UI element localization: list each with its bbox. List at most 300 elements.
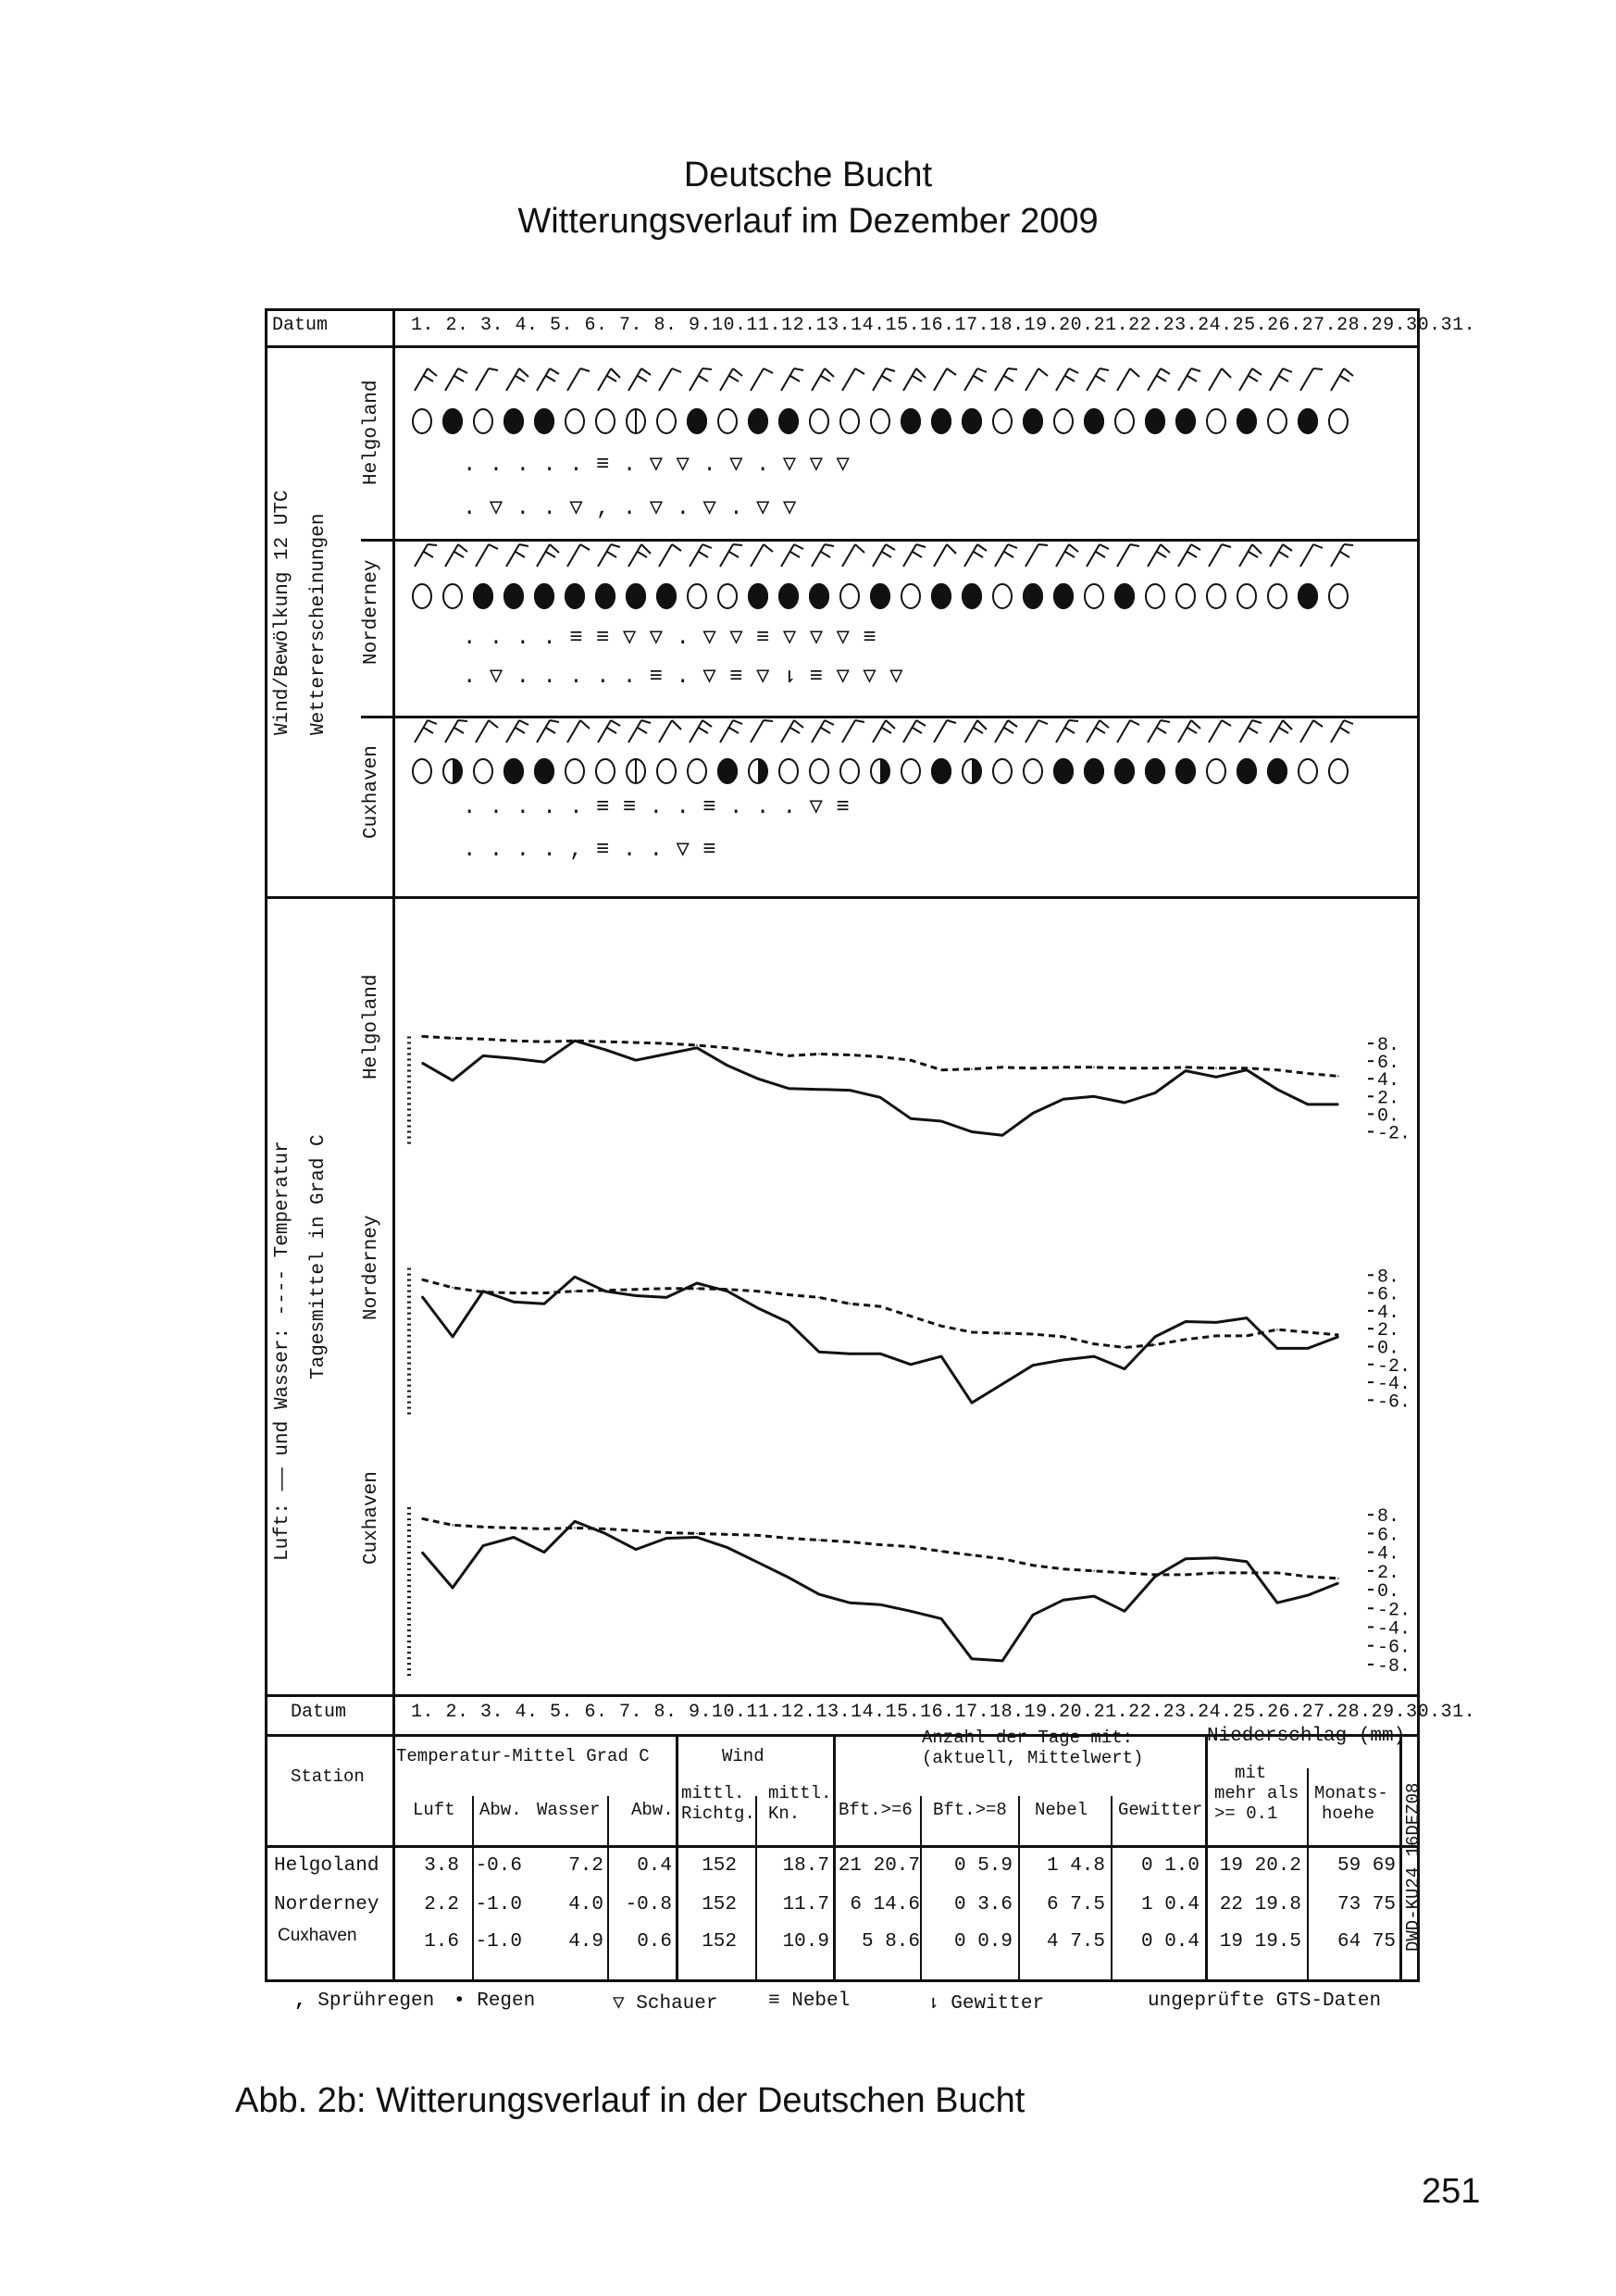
data-point xyxy=(788,1088,789,1090)
cell-bft8: 0 3.6 xyxy=(953,1894,1013,1915)
th-richt-2: Richtg. xyxy=(681,1803,755,1824)
data-point xyxy=(1063,1599,1064,1601)
table-inner-sep-3 xyxy=(755,1796,757,1981)
data-point xyxy=(757,1562,759,1564)
data-point xyxy=(1215,1067,1217,1069)
y-tick-label: 2. xyxy=(1377,1562,1400,1584)
y-tick-label: -2. xyxy=(1377,1355,1411,1378)
data-point xyxy=(1307,1576,1309,1578)
legend-regen-label: Regen xyxy=(477,1990,536,2012)
y-tick-label: -4. xyxy=(1377,1618,1411,1641)
data-point xyxy=(757,1078,759,1079)
series-luft xyxy=(422,1521,1338,1661)
legend-schauer xyxy=(613,1990,717,2015)
data-point xyxy=(665,1532,667,1534)
legend-spruehregen xyxy=(294,1990,434,2012)
cell-gewitter: 0 1.0 xyxy=(1140,1855,1200,1877)
data-point xyxy=(849,1054,851,1056)
cell-station: Norderney xyxy=(274,1894,379,1915)
cell-abw2: -0.8 xyxy=(625,1894,672,1915)
data-point xyxy=(971,1068,973,1070)
data-point xyxy=(604,1290,606,1292)
data-point xyxy=(818,1297,820,1299)
data-point xyxy=(971,1402,973,1404)
data-point xyxy=(574,1291,576,1292)
data-point xyxy=(1063,1568,1064,1570)
series-luft xyxy=(422,1277,1338,1403)
data-point xyxy=(1307,1073,1309,1075)
y-tick-label: 4. xyxy=(1377,1543,1400,1566)
data-point xyxy=(879,1096,881,1098)
data-point xyxy=(574,1276,576,1278)
data-point xyxy=(696,1537,698,1539)
data-point xyxy=(788,1055,789,1057)
y-tick-label: 8. xyxy=(1377,1506,1400,1529)
data-point xyxy=(635,1295,637,1297)
cell-wasser: 4.0 xyxy=(568,1894,603,1915)
data-point xyxy=(543,1292,545,1294)
data-point xyxy=(482,1055,484,1057)
cell-monat: 64 75 xyxy=(1336,1931,1396,1953)
data-point xyxy=(1307,1594,1309,1596)
data-point xyxy=(1001,1332,1003,1334)
series-luft xyxy=(422,1041,1338,1135)
station-label-helgoland-temp: Helgoland xyxy=(361,974,382,1079)
data-point xyxy=(1093,1096,1095,1098)
data-point xyxy=(452,1587,454,1589)
data-point xyxy=(1337,1582,1339,1584)
data-point xyxy=(1124,1347,1125,1349)
th-nebel: Nebel xyxy=(1035,1800,1088,1820)
data-point xyxy=(940,1355,942,1357)
temp-chart-helgoland xyxy=(409,1035,1411,1146)
th-luft: Luft xyxy=(413,1800,455,1820)
th-abw1: Abw. xyxy=(479,1800,522,1820)
data-point xyxy=(727,1291,728,1292)
data-point xyxy=(879,1353,881,1354)
data-point xyxy=(1246,1561,1248,1563)
temp-axis-title-2: Tagesmittel in Grad C xyxy=(308,1134,329,1379)
data-point xyxy=(543,1529,545,1530)
data-point xyxy=(1063,1359,1064,1361)
data-point xyxy=(635,1530,637,1532)
th-anzahl-1: Anzahl der Tage mit: xyxy=(922,1728,1134,1748)
th-anzahl-2: (aktuell, Mittelwert) xyxy=(922,1748,1144,1768)
data-point xyxy=(1215,1077,1217,1079)
y-tick-label: -2. xyxy=(1377,1600,1411,1622)
data-point xyxy=(1032,1113,1034,1115)
table-inner-sep-4 xyxy=(920,1796,922,1981)
data-point xyxy=(1063,1098,1064,1100)
data-point xyxy=(421,1517,423,1519)
th-mit-2: mehr als xyxy=(1214,1783,1299,1803)
data-point xyxy=(1307,1104,1309,1105)
datum-label-bottom: Datum xyxy=(291,1702,347,1723)
data-point xyxy=(910,1117,912,1119)
th-richt-1: mittl. xyxy=(681,1783,745,1803)
data-point xyxy=(1032,1333,1034,1335)
th-wind: Wind xyxy=(722,1746,764,1766)
y-tick-label: 2. xyxy=(1377,1088,1400,1110)
data-point xyxy=(910,1316,912,1317)
page-number: 251 xyxy=(1422,2172,1481,2211)
data-point xyxy=(940,1069,942,1071)
data-point xyxy=(1154,1336,1156,1338)
data-point xyxy=(1185,1574,1187,1576)
data-point xyxy=(971,1331,973,1333)
weather-symbol-row: . . . . . ≡ . ▽ ▽ . ▽ . ▽ ▽ ▽ xyxy=(463,453,850,478)
y-tick-label: 2. xyxy=(1377,1320,1400,1342)
data-point xyxy=(1276,1089,1278,1091)
th-bft8: Bft.>=8 xyxy=(933,1800,1007,1820)
data-point xyxy=(1093,1343,1095,1345)
table-inner-sep-2 xyxy=(607,1796,609,1981)
data-point xyxy=(1307,1348,1309,1350)
data-point xyxy=(604,1533,606,1535)
data-point xyxy=(757,1535,759,1537)
cell-monat: 73 75 xyxy=(1336,1894,1396,1915)
table-col-sep-wind xyxy=(676,1734,678,1982)
y-tick-label: 6. xyxy=(1377,1284,1400,1306)
cell-bft6: 5 8.6 xyxy=(861,1931,920,1953)
page-title-line2: Witterungsverlauf im Dezember 2009 xyxy=(517,202,1099,241)
y-tick-label: 0. xyxy=(1377,1105,1400,1128)
table-col-sep-side xyxy=(1399,1734,1402,1982)
data-point xyxy=(1032,1365,1034,1366)
data-point xyxy=(452,1079,454,1081)
data-point xyxy=(513,1528,515,1529)
th-kn-2: Kn. xyxy=(768,1803,801,1824)
data-point xyxy=(1276,1348,1278,1350)
cell-luft: 1.6 xyxy=(424,1931,459,1953)
data-point xyxy=(879,1056,881,1058)
data-point xyxy=(940,1120,942,1122)
data-point xyxy=(971,1554,973,1556)
data-point xyxy=(1154,1092,1156,1094)
cell-richt: 152 xyxy=(702,1855,737,1877)
data-point xyxy=(421,1279,423,1280)
th-mit-3: >= 0.1 xyxy=(1214,1803,1278,1824)
data-point xyxy=(635,1059,637,1061)
cell-kn: 18.7 xyxy=(782,1855,829,1877)
data-point xyxy=(1185,1558,1187,1560)
data-point xyxy=(1215,1572,1217,1574)
data-point xyxy=(727,1065,728,1067)
data-point xyxy=(971,1131,973,1133)
data-point xyxy=(1337,1104,1339,1105)
temp-axis-title-1: Luft: —— und Wasser: ---- Temperatur xyxy=(272,1141,293,1561)
data-point xyxy=(696,1047,698,1049)
data-point xyxy=(910,1546,912,1548)
legend-spruehregen-label: Sprühregen xyxy=(317,1990,435,2012)
cell-station: Cuxhaven xyxy=(278,1926,357,1945)
data-point xyxy=(757,1307,759,1309)
cell-station: Helgoland xyxy=(274,1855,379,1877)
data-point xyxy=(1276,1572,1278,1574)
data-point xyxy=(665,1538,667,1540)
data-point xyxy=(543,1041,545,1042)
weather-symbol-row: . . . . , ≡ . . ▽ ≡ xyxy=(463,838,716,863)
data-point xyxy=(1307,1331,1309,1333)
data-point xyxy=(910,1610,912,1612)
station-label-cuxhaven-temp: Cuxhaven xyxy=(361,1471,382,1565)
data-point xyxy=(452,1336,454,1338)
series-wasser xyxy=(422,1518,1338,1578)
data-point xyxy=(665,1297,667,1299)
data-point xyxy=(513,1040,515,1042)
data-point xyxy=(1337,1076,1339,1078)
data-point xyxy=(513,1057,515,1059)
data-point xyxy=(727,1547,728,1549)
data-point xyxy=(1001,1383,1003,1385)
th-monat-2: hoehe xyxy=(1322,1803,1375,1824)
cell-monat: 59 69 xyxy=(1336,1855,1396,1877)
y-tick-label: -6. xyxy=(1377,1637,1411,1659)
y-tick-label: -8. xyxy=(1377,1655,1411,1678)
data-point xyxy=(543,1061,545,1063)
cell-kn: 11.7 xyxy=(782,1894,829,1915)
th-abw2: Abw. xyxy=(631,1800,674,1820)
data-point xyxy=(604,1529,606,1530)
data-point xyxy=(1032,1565,1034,1566)
side-code: DWD-KU24 16DEZ08 xyxy=(1403,1782,1423,1952)
weather-symbol-row: . . . . . ≡ ≡ . . ≡ . . . ▽ ≡ xyxy=(463,795,850,820)
legend-nebel-label: Nebel xyxy=(791,1990,851,2012)
page-title-line1: Deutsche Bucht xyxy=(683,156,933,194)
cell-gewitter: 0 0.4 xyxy=(1140,1931,1200,1953)
th-mit-1: mit xyxy=(1235,1763,1267,1783)
th-niederschlag: Niederschlag (mm) xyxy=(1207,1726,1406,1747)
data-point xyxy=(1215,1557,1217,1559)
data-point xyxy=(788,1538,789,1540)
data-point xyxy=(1154,1574,1156,1576)
data-point xyxy=(513,1301,515,1303)
data-point xyxy=(849,1541,851,1543)
data-point xyxy=(513,1537,515,1539)
data-point xyxy=(696,1533,698,1535)
data-point xyxy=(940,1325,942,1327)
th-gewitter: Gewitter xyxy=(1118,1800,1203,1820)
y-tick-label: -2. xyxy=(1377,1123,1411,1145)
data-point xyxy=(1124,1067,1125,1069)
data-point xyxy=(879,1603,881,1605)
data-point xyxy=(1124,1610,1125,1612)
rain-dot-icon: • xyxy=(454,1990,466,2012)
cell-wasser: 4.9 xyxy=(568,1931,603,1953)
data-point xyxy=(574,1520,576,1522)
table-col-sep-precip xyxy=(1205,1734,1208,1982)
data-point xyxy=(1001,1660,1003,1662)
cell-richt: 152 xyxy=(702,1931,737,1953)
data-point xyxy=(452,1038,454,1040)
data-point xyxy=(1337,1334,1339,1336)
shower-triangle-icon: ▽ xyxy=(613,1993,625,2015)
y-tick-label: 8. xyxy=(1377,1267,1400,1289)
data-point xyxy=(421,1036,423,1038)
table-col-sep-count xyxy=(833,1734,836,1982)
data-point xyxy=(665,1288,667,1290)
data-point xyxy=(635,1042,637,1043)
table-inner-sep-1 xyxy=(472,1796,474,1981)
data-point xyxy=(1032,1615,1034,1616)
data-point xyxy=(421,1552,423,1554)
data-point xyxy=(1246,1067,1248,1069)
station-label-helgoland-weather: Helgoland xyxy=(361,380,382,485)
data-point xyxy=(849,1602,851,1603)
cell-bft8: 0 5.9 xyxy=(953,1855,1013,1877)
data-point xyxy=(1093,1067,1095,1068)
legend-gewitter xyxy=(927,1990,1044,2015)
data-point xyxy=(482,1292,484,1293)
cell-nebel: 6 7.5 xyxy=(1046,1894,1105,1915)
data-point xyxy=(818,1054,820,1055)
data-point xyxy=(1154,1067,1156,1069)
data-point xyxy=(727,1047,728,1049)
data-point xyxy=(818,1351,820,1353)
data-point xyxy=(971,1658,973,1660)
data-point xyxy=(1093,1595,1095,1597)
station-label-norderney-temp: Norderney xyxy=(361,1215,382,1320)
data-point xyxy=(1001,1558,1003,1560)
data-point xyxy=(452,1525,454,1527)
th-wasser: Wasser xyxy=(537,1800,601,1820)
data-point xyxy=(940,1618,942,1620)
data-point xyxy=(788,1577,789,1578)
data-point xyxy=(1215,1322,1217,1324)
data-point xyxy=(1276,1602,1278,1603)
weather-symbol-row: . ▽ . . . . . ≡ . ▽ ≡ ▽ ⇂ ≡ ▽ ▽ ▽ xyxy=(463,665,903,690)
station-label-cuxhaven-weather: Cuxhaven xyxy=(361,745,382,839)
thunderstorm-icon: ⇂ xyxy=(927,1993,939,2015)
th-monat-1: Monats- xyxy=(1314,1783,1388,1803)
data-point xyxy=(1246,1572,1248,1574)
data-point xyxy=(727,1289,728,1291)
data-point xyxy=(635,1549,637,1551)
data-point xyxy=(879,1305,881,1307)
data-point xyxy=(421,1296,423,1298)
data-point xyxy=(1185,1339,1187,1341)
temp-chart-cuxhaven xyxy=(409,1506,1411,1679)
data-point xyxy=(1276,1329,1278,1330)
cell-kn: 10.9 xyxy=(782,1931,829,1953)
weather-axis-title-1: Wind/Bewölkung 12 UTC xyxy=(272,490,293,735)
data-point xyxy=(1185,1070,1187,1072)
cell-richt: 152 xyxy=(702,1894,737,1915)
figure-caption: Abb. 2b: Witterungsverlauf in der Deutschen Bucht xyxy=(235,2081,1026,2120)
weather-symbol-row: . ▽ . . ▽ , . ▽ . ▽ . ▽ ▽ xyxy=(463,496,797,521)
data-point xyxy=(818,1540,820,1541)
data-point xyxy=(757,1051,759,1053)
cell-mit: 22 19.8 xyxy=(1219,1894,1301,1915)
data-point xyxy=(574,1040,576,1042)
cell-bft8: 0 0.9 xyxy=(953,1931,1013,1953)
fog-icon: ≡ xyxy=(768,1990,780,2012)
cell-luft: 3.8 xyxy=(424,1855,459,1877)
cell-abw1: -1.0 xyxy=(475,1931,522,1953)
data-point xyxy=(1185,1321,1187,1323)
data-point xyxy=(849,1353,851,1354)
days-row-bottom: 1. 2. 3. 4. 5. 6. 7. 8. 9.10.11.12.13.14.15.16.17.18.19.20.21.22.23.24.25.26.27.28.29.30.31. xyxy=(411,1702,1476,1723)
y-tick-label: -4. xyxy=(1377,1374,1411,1396)
cell-mit: 19 19.5 xyxy=(1219,1931,1301,1953)
data-point xyxy=(1246,1317,1248,1319)
data-point xyxy=(818,1593,820,1595)
data-point xyxy=(543,1303,545,1304)
data-point xyxy=(1093,1570,1095,1572)
data-point xyxy=(1154,1344,1156,1346)
data-point xyxy=(757,1291,759,1292)
data-point xyxy=(1093,1355,1095,1357)
data-point xyxy=(1337,1578,1339,1579)
data-point xyxy=(482,1545,484,1547)
legend-regen xyxy=(454,1990,535,2012)
cell-mit: 19 20.2 xyxy=(1219,1855,1301,1877)
cell-abw2: 0.6 xyxy=(637,1931,672,1953)
y-tick-label: 4. xyxy=(1377,1070,1400,1092)
data-point xyxy=(421,1062,423,1064)
data-point xyxy=(452,1287,454,1289)
data-point xyxy=(1185,1067,1187,1068)
data-point xyxy=(1124,1572,1125,1574)
cell-nebel: 1 4.8 xyxy=(1046,1855,1105,1877)
data-point xyxy=(635,1289,637,1291)
data-point xyxy=(940,1551,942,1553)
legend-schauer-label: Schauer xyxy=(636,1993,718,2015)
legend-gts: ungeprüfte GTS-Daten xyxy=(1148,1990,1382,2012)
th-temp-mittel: Temperatur-Mittel Grad C xyxy=(396,1746,650,1766)
data-point xyxy=(665,1042,667,1044)
th-bft6: Bft.>=6 xyxy=(839,1800,913,1820)
cell-nebel: 4 7.5 xyxy=(1046,1931,1105,1953)
data-point xyxy=(1032,1067,1034,1069)
datum-label-top: Datum xyxy=(272,315,329,336)
cell-bft6: 21 20.7 xyxy=(838,1855,920,1877)
data-point xyxy=(788,1294,789,1296)
cell-gewitter: 1 0.4 xyxy=(1140,1894,1200,1915)
drizzle-icon: , xyxy=(294,1990,306,2012)
y-tick-label: 6. xyxy=(1377,1525,1400,1547)
data-point xyxy=(1001,1067,1003,1068)
data-point xyxy=(1124,1368,1125,1370)
y-tick-label: -6. xyxy=(1377,1391,1411,1414)
table-col-sep-station xyxy=(392,1734,395,1982)
cell-bft6: 6 14.6 xyxy=(850,1894,920,1915)
data-point xyxy=(1276,1069,1278,1071)
th-kn-1: mittl. xyxy=(768,1783,832,1803)
table-inner-sep-5 xyxy=(1018,1796,1020,1981)
y-tick-label: 0. xyxy=(1377,1581,1400,1603)
y-tick-label: 6. xyxy=(1377,1053,1400,1075)
legend-nebel xyxy=(768,1990,850,2012)
data-point xyxy=(482,1527,484,1529)
cell-abw2: 0.4 xyxy=(637,1855,672,1877)
data-point xyxy=(482,1039,484,1041)
data-point xyxy=(788,1322,789,1324)
weather-symbol-row: . . . . ≡ ≡ ▽ ▽ . ▽ ▽ ≡ ▽ ▽ ▽ ≡ xyxy=(463,626,876,651)
data-point xyxy=(1246,1335,1248,1337)
temp-chart-norderney xyxy=(409,1267,1411,1415)
days-row-top: 1. 2. 3. 4. 5. 6. 7. 8. 9.10.11.12.13.14.15.16.17.18.19.20.21.22.23.24.25.26.27.28.29.30.31. xyxy=(411,315,1476,336)
data-point xyxy=(696,1288,698,1290)
data-point xyxy=(696,1044,698,1046)
data-point xyxy=(1001,1134,1003,1136)
data-point xyxy=(849,1090,851,1092)
data-point xyxy=(604,1041,606,1042)
table-inner-sep-6 xyxy=(1111,1796,1113,1981)
data-point xyxy=(574,1528,576,1529)
station-label-norderney-weather: Norderney xyxy=(361,559,382,665)
data-point xyxy=(849,1303,851,1304)
